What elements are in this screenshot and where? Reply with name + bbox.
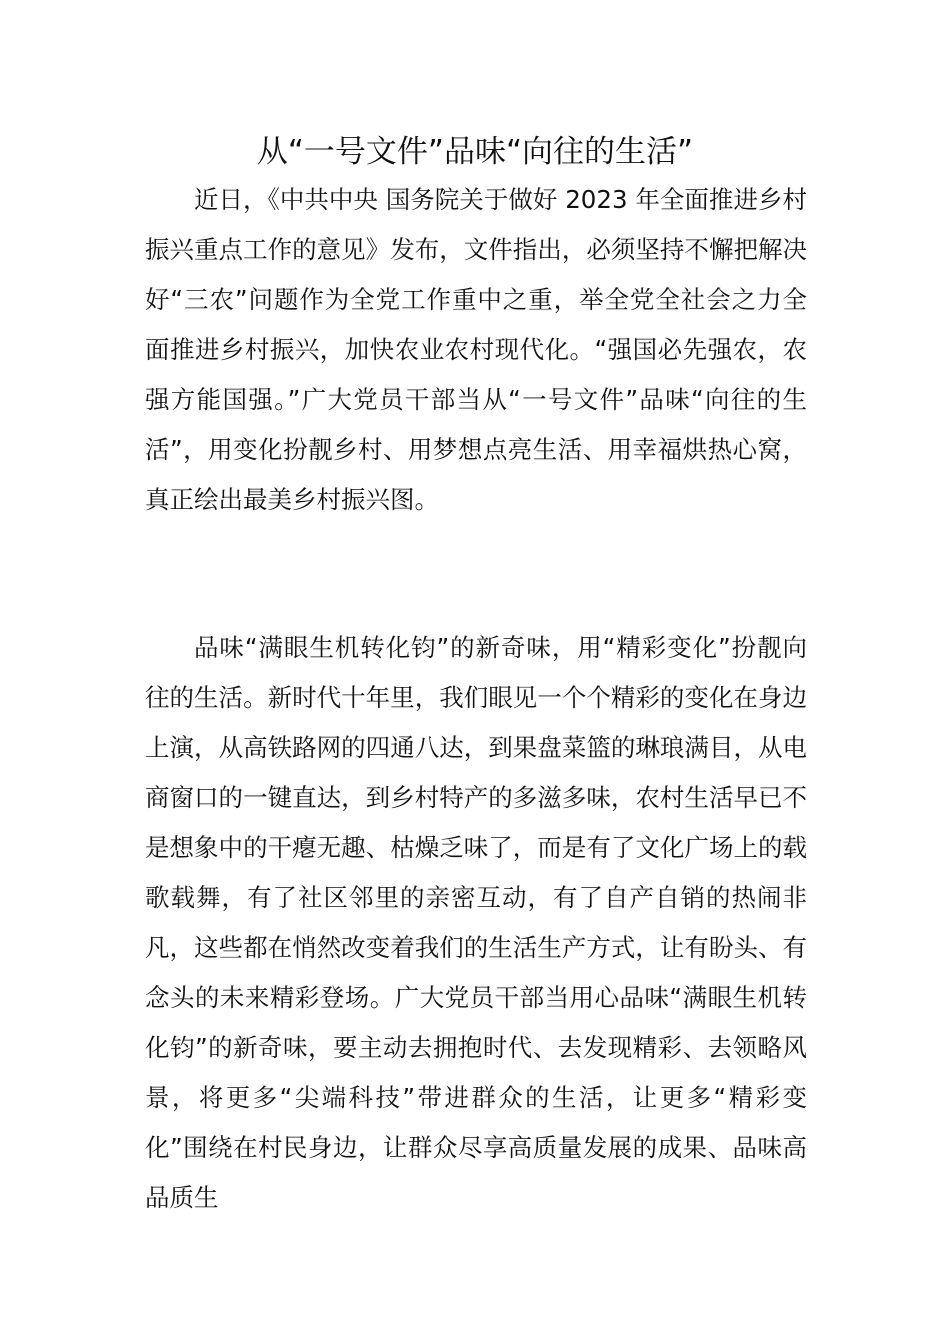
paragraph-intro: 近日，《中共中央 国务院关于做好 2023 年全面推进乡村振兴重点工作的意见》发布，文件指出，必须坚持不懈把解决好“三农”问题作为全党工作重中之重，举全党全社会之力全面推进乡村振兴，加快农业农村现代化。“强国必先强农，农强方能国强。”广大党员干部当从“一号文件”品味“向往的生活”，用变化扮靓乡村、用梦想点亮生活、用幸福烘热心窝，真正绘出最美乡村振兴图。 [145,185,807,514]
paragraph-section-one: 品味“满眼生机转化钧”的新奇味，用“精彩变化”扮靓向往的生活。新时代十年里，我们眼见一个个精彩的变化在身边上演，从高铁路网的四通八达，到果盘菜篮的琳琅满目，从电商窗口的一键直达，到乡村特产的多滋多味，农村生活早已不是想象中的干瘪无趣、枯燥乏味了，而是有了文化广场上的载歌载舞，有了社区邻里的亲密互动，有了自产自销的热闹非凡，这些都在悄然改变着我们的生活生产方式，让有盼头、有念头的未来精彩登场。广大党员干部当用心品味“满眼生机转化钧”的新奇味，要主动去拥抱时代、去发现精彩、去领略风景，将更多“尖端科技”带进群众的生活，让更多“精彩变化”围绕在村民身边，让群众尽享高质量发展的成果、品味高品质生 [145,633,807,1212]
document-title: 从“一号文件”品味“向往的生活” [256,134,694,170]
